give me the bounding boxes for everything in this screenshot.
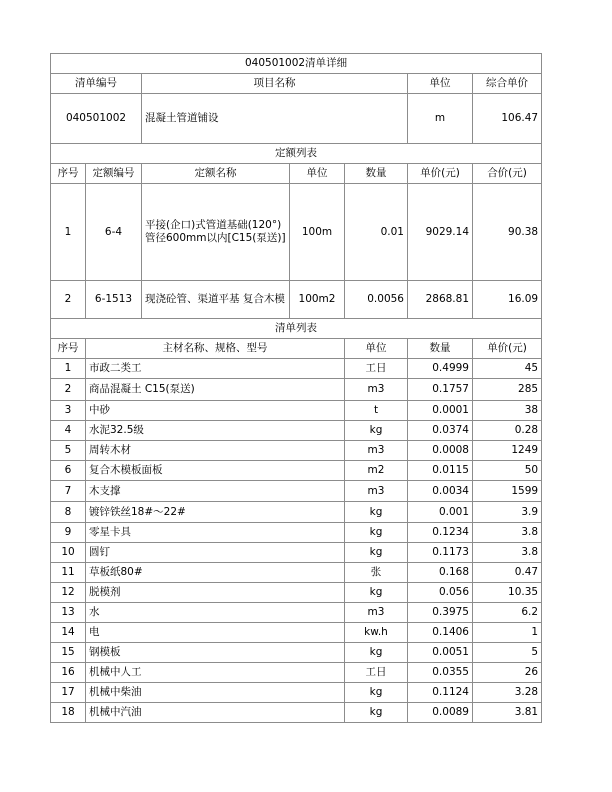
- material-qty: 0.1173: [408, 543, 473, 563]
- material-name: 脱模剂: [86, 583, 345, 603]
- material-seq: 4: [51, 421, 86, 441]
- material-unit-price: 10.35: [473, 583, 542, 603]
- summary-code: 040501002: [51, 94, 142, 144]
- material-qty: 0.1406: [408, 623, 473, 643]
- material-row: [51, 502, 542, 523]
- material-seq: 7: [51, 481, 86, 502]
- summary-price: 106.47: [473, 94, 542, 144]
- material-unit: m3: [345, 603, 408, 623]
- material-unit-price: 6.2: [473, 603, 542, 623]
- material-seq: 6: [51, 461, 86, 481]
- material-seq: 9: [51, 523, 86, 543]
- material-name: 圆钉: [86, 543, 345, 563]
- material-unit: kg: [345, 543, 408, 563]
- material-qty: 0.001: [408, 502, 473, 523]
- material-name: 木支撑: [86, 481, 345, 502]
- material-name: 钢模板: [86, 643, 345, 663]
- material-unit: kg: [345, 421, 408, 441]
- material-unit: 工日: [345, 663, 408, 683]
- material-name: 周转木材: [86, 441, 345, 461]
- material-qty: 0.4999: [408, 359, 473, 379]
- material-unit-price: 5: [473, 643, 542, 663]
- quota-header-qty: 数量: [345, 164, 408, 184]
- material-qty: 0.168: [408, 563, 473, 583]
- material-row: [51, 401, 542, 421]
- material-unit: 工日: [345, 359, 408, 379]
- material-unit-price: 285: [473, 379, 542, 401]
- quota-header-name: 定额名称: [142, 164, 290, 184]
- material-unit-price: 3.81: [473, 703, 542, 723]
- material-unit: kg: [345, 683, 408, 703]
- material-row: [51, 623, 542, 643]
- material-unit: kg: [345, 703, 408, 723]
- material-unit: kg: [345, 502, 408, 523]
- material-name: 镀锌铁丝18#～22#: [86, 502, 345, 523]
- quota-row: [51, 281, 542, 319]
- material-name: 市政二类工: [86, 359, 345, 379]
- material-name: 水泥32.5级: [86, 421, 345, 441]
- material-row: [51, 663, 542, 683]
- quota-code: 6-4: [86, 184, 142, 281]
- material-qty: 0.1124: [408, 683, 473, 703]
- quota-unit-price: 9029.14: [408, 184, 473, 281]
- quota-total: 16.09: [473, 281, 542, 319]
- quota-code: 6-1513: [86, 281, 142, 319]
- material-unit: m3: [345, 481, 408, 502]
- material-name: 机械中汽油: [86, 703, 345, 723]
- material-unit-price: 0.28: [473, 421, 542, 441]
- material-unit: m3: [345, 441, 408, 461]
- material-seq: 8: [51, 502, 86, 523]
- material-row: [51, 461, 542, 481]
- summary-header-code: 清单编号: [51, 74, 142, 94]
- material-row: [51, 643, 542, 663]
- material-unit: kg: [345, 583, 408, 603]
- material-name: 机械中柴油: [86, 683, 345, 703]
- material-seq: 12: [51, 583, 86, 603]
- material-qty: 0.056: [408, 583, 473, 603]
- quota-total: 90.38: [473, 184, 542, 281]
- material-unit-price: 3.8: [473, 543, 542, 563]
- detail-sheet: [50, 53, 542, 723]
- quota-header-code: 定额编号: [86, 164, 142, 184]
- material-row: [51, 683, 542, 703]
- material-seq: 11: [51, 563, 86, 583]
- quota-header-seq: 序号: [51, 164, 86, 184]
- material-seq: 2: [51, 379, 86, 401]
- summary-header-price: 综合单价: [473, 74, 542, 94]
- summary-name: 混凝土管道铺设: [142, 94, 408, 144]
- material-seq: 16: [51, 663, 86, 683]
- material-row: [51, 359, 542, 379]
- material-qty: 0.0115: [408, 461, 473, 481]
- material-seq: 18: [51, 703, 86, 723]
- material-row: [51, 421, 542, 441]
- material-unit-price: 1599: [473, 481, 542, 502]
- material-unit-price: 3.8: [473, 523, 542, 543]
- material-seq: 10: [51, 543, 86, 563]
- quota-seq: 2: [51, 281, 86, 319]
- material-unit-price: 0.47: [473, 563, 542, 583]
- material-seq: 5: [51, 441, 86, 461]
- material-seq: 14: [51, 623, 86, 643]
- quota-header-unit: 单位: [290, 164, 345, 184]
- material-seq: 17: [51, 683, 86, 703]
- material-qty: 0.0001: [408, 401, 473, 421]
- summary-header-unit: 单位: [408, 74, 473, 94]
- material-unit: kg: [345, 643, 408, 663]
- summary-unit: m: [408, 94, 473, 144]
- material-row: [51, 441, 542, 461]
- material-qty: 0.0034: [408, 481, 473, 502]
- material-unit-price: 26: [473, 663, 542, 683]
- material-row: [51, 481, 542, 502]
- sheet-title: 040501002清单详细: [51, 54, 542, 74]
- materials-header-unit-price: 单价(元): [473, 339, 542, 359]
- material-unit: 张: [345, 563, 408, 583]
- material-seq: 1: [51, 359, 86, 379]
- materials-header-seq: 序号: [51, 339, 86, 359]
- material-qty: 0.3975: [408, 603, 473, 623]
- material-row: [51, 583, 542, 603]
- material-name: 水: [86, 603, 345, 623]
- material-seq: 13: [51, 603, 86, 623]
- quota-row: [51, 184, 542, 281]
- material-qty: 0.1757: [408, 379, 473, 401]
- material-unit: t: [345, 401, 408, 421]
- quota-header-unit-price: 单价(元): [408, 164, 473, 184]
- material-unit: m3: [345, 379, 408, 401]
- quota-unit: 100m: [290, 184, 345, 281]
- quota-header-total: 合价(元): [473, 164, 542, 184]
- material-seq: 3: [51, 401, 86, 421]
- material-row: [51, 563, 542, 583]
- summary-header-name: 项目名称: [142, 74, 408, 94]
- material-qty: 0.1234: [408, 523, 473, 543]
- material-name: 商品混凝土 C15(泵送): [86, 379, 345, 401]
- material-name: 电: [86, 623, 345, 643]
- material-unit: kw.h: [345, 623, 408, 643]
- quota-qty: 0.01: [345, 184, 408, 281]
- quota-unit: 100m2: [290, 281, 345, 319]
- material-row: [51, 603, 542, 623]
- material-seq: 15: [51, 643, 86, 663]
- material-name: 中砂: [86, 401, 345, 421]
- materials-header-unit: 单位: [345, 339, 408, 359]
- material-unit: m2: [345, 461, 408, 481]
- material-qty: 0.0089: [408, 703, 473, 723]
- material-name: 机械中人工: [86, 663, 345, 683]
- material-qty: 0.0374: [408, 421, 473, 441]
- material-qty: 0.0051: [408, 643, 473, 663]
- material-name: 零星卡具: [86, 523, 345, 543]
- material-qty: 0.0355: [408, 663, 473, 683]
- materials-header-name: 主材名称、规格、型号: [86, 339, 345, 359]
- materials-header-qty: 数量: [408, 339, 473, 359]
- material-name: 草板纸80#: [86, 563, 345, 583]
- quota-name: 平接(企口)式管道基础(120°)管径600mm以内[C15(泵送)]: [142, 184, 290, 281]
- material-row: [51, 523, 542, 543]
- material-unit-price: 3.28: [473, 683, 542, 703]
- material-row: [51, 379, 542, 401]
- material-row: [51, 543, 542, 563]
- material-unit-price: 1249: [473, 441, 542, 461]
- material-unit-price: 1: [473, 623, 542, 643]
- quota-name: 现浇砼管、渠道平基 复合木模: [142, 281, 290, 319]
- material-unit: kg: [345, 523, 408, 543]
- material-qty: 0.0008: [408, 441, 473, 461]
- quota-seq: 1: [51, 184, 86, 281]
- quota-section-title: 定额列表: [51, 144, 542, 164]
- material-unit-price: 45: [473, 359, 542, 379]
- material-row: [51, 703, 542, 723]
- material-name: 复合木模板面板: [86, 461, 345, 481]
- quota-unit-price: 2868.81: [408, 281, 473, 319]
- materials-section-title: 清单列表: [51, 319, 542, 339]
- quota-qty: 0.0056: [345, 281, 408, 319]
- material-unit-price: 3.9: [473, 502, 542, 523]
- material-unit-price: 50: [473, 461, 542, 481]
- material-unit-price: 38: [473, 401, 542, 421]
